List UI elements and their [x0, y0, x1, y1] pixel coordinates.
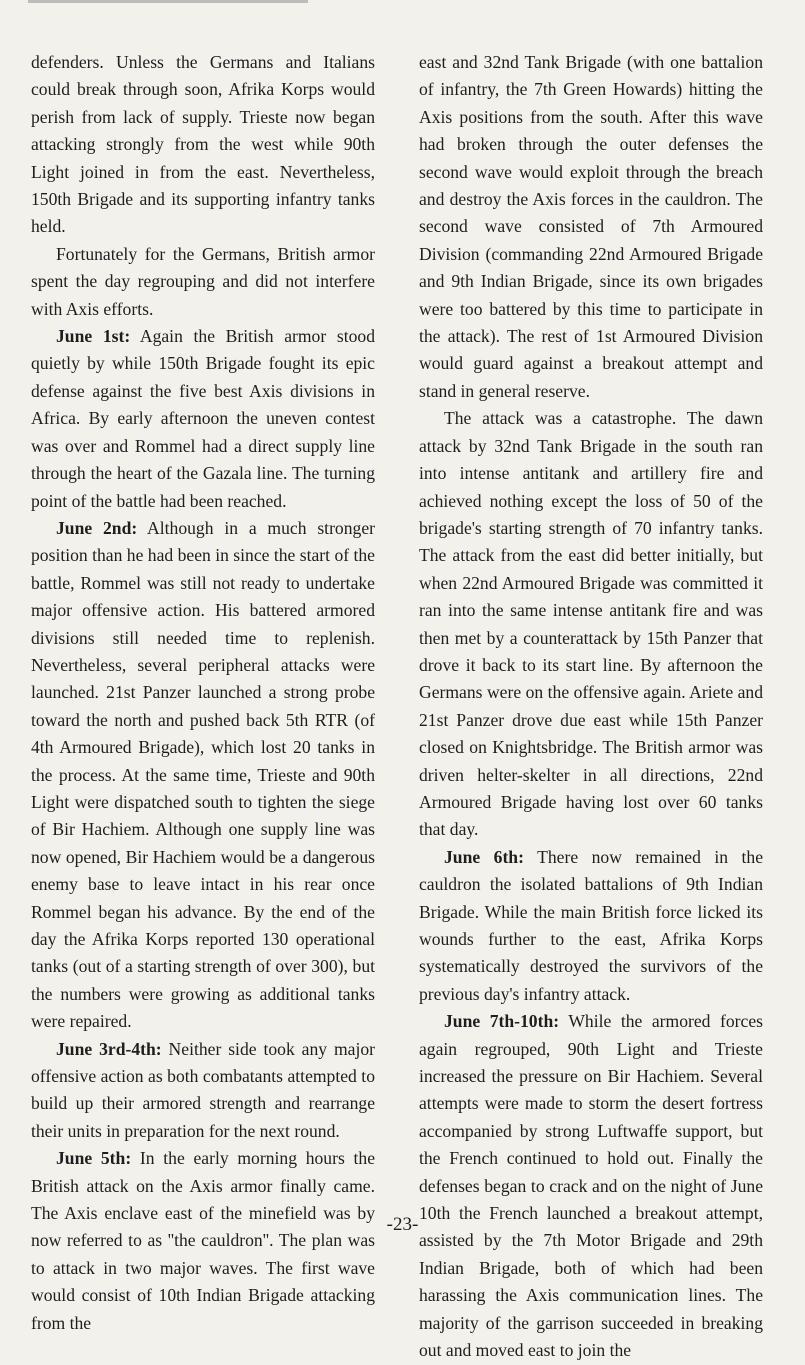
paragraph-text: Although in a much stronger position than he had been in since the start of the battle, Rommel was still not ready to undertake major offensive action. His battered armored divisions still needed time to replenish. Nevertheless, several peripheral attacks were launched. 21st Panzer launched a strong probe toward the north and pushed back 5th RTR (of 4th Armoured Brigade), which lost 20 tanks in the process. At the same time, Trieste and 90th Light were dispatched south to tighten the siege of Bir Hachiem. Although one supply line was now opened, Bir Hachiem would be a dangerous enemy base to leave intact in his rear once Rommel began his advance. By the end of the day the Afrika Korps reported 130 operational tanks (out of a starting strength of over 300), but the numbers were growing as additional tanks were repaired. — [31, 517, 375, 1032]
right-column — [419, 49, 763, 1365]
paragraph-text: While the armored forces again regrouped, 90th Light and Trieste increased the pressure on Bir Hachiem. Several attempts were made to storm the desert fortress accompanied by strong Luftwaffe support, but the French continued to hold out. Finally the defenses began to crack and on the night of June 10th the French launched a breakout attempt, assisted by the 7th Motor Brigade and 29th Indian Brigade, both of which had been harassing the Axis communication lines. The majority of the garrison succeeded in breaking out and moved east to join the — [419, 1011, 763, 1361]
paragraph — [419, 844, 763, 1008]
paragraph-text: The attack was a catastrophe. The dawn attack by 32nd Tank Brigade in the south ran into intense antitank and artillery fire and achieved nothing except the loss of 50 of the brigade's starting strength of 70 infantry tanks. The attack from the east did better initially, but when 22nd Armoured Brigade was committed it ran into the same intense antitank fire and was then met by a counterattack by 15th Panzer that drove it back to its start line. By afternoon the Germans were on the offensive again. Ariete and 21st Panzer drove due east while 15th Panzer closed on Knightsbridge. The British armor was driven helter-skelter in all directions, 22nd Armoured Brigade having lost over 60 tanks that day. — [419, 408, 763, 840]
paragraph-lead: June 3rd-4th: — [56, 1038, 162, 1059]
left-column — [31, 49, 375, 1337]
paragraph-lead: June 6th: — [444, 846, 524, 867]
paragraph-lead: June 2nd: — [56, 517, 138, 538]
paragraph-text: defenders. Unless the Germans and Italians could break through soon, Afrika Korps would perish from lack of supply. Trieste now began attacking strongly from the west while 90th Light joined in from the east. Nevertheless, 150th Brigade and its supporting infantry tanks held. — [31, 52, 375, 237]
paragraph-lead: June 1st: — [56, 326, 131, 347]
paragraph — [31, 1036, 375, 1146]
paragraph-text: There now remained in the cauldron the isolated battalions of 9th Indian Brigade. While the main British force licked its wounds further to the east, Afrika Korps systematically destroyed the survivors of the previous day's infantry attack. — [419, 846, 763, 1004]
paragraph — [31, 1145, 375, 1337]
paragraph — [31, 323, 375, 515]
top-rule-decoration — [28, 0, 308, 3]
paragraph-text: Again the British armor stood quietly by while 150th Brigade fought its epic defense against the five best Axis divisions in Africa. By early afternoon the uneven contest was over and Rommel had a direct supply line through the heart of the Gazala line. The turning point of the battle had been reached. — [31, 326, 375, 511]
paragraph-text: Fortunately for the Germans, British armor spent the day regrouping and did not interfere with Axis efforts. — [31, 243, 375, 319]
paragraph — [419, 1008, 763, 1364]
paragraph-text: east and 32nd Tank Brigade (with one battalion of infantry, the 7th Green Howards) hitting the Axis positions from the south. After this wave had broken through the outer defenses the second wave would exploit through the breach and destroy the Axis forces in the cauldron. The second wave consisted of 7th Armoured Division (commanding 22nd Armoured Brigade and 9th Indian Brigade, since its own brigades were too battered by this time to participate in the attack). The rest of 1st Armoured Division would guard against a breakout attempt and stand in general reserve. — [419, 52, 763, 401]
paragraph — [31, 49, 375, 241]
paragraph-text: In the early morning hours the British attack on the Axis armor finally came. The Axis enclave east of the minefield was by now referred to as ''the cauldron''. The plan was to attack in two major waves. The first wave would consist of 10th Indian Brigade attacking from the — [31, 1148, 376, 1333]
paragraph-lead: June 7th-10th: — [444, 1011, 560, 1032]
page-number: -23- — [386, 1214, 419, 1235]
paragraph-text: Neither side took any major offensive action as both combatants attempted to build up their armored strength and rearrange their units in preparation for the next round. — [31, 1038, 376, 1141]
paragraph — [31, 515, 375, 1036]
paragraph — [419, 49, 763, 405]
paragraph — [419, 405, 763, 844]
paragraph-lead: June 5th: — [56, 1148, 132, 1169]
paragraph — [31, 241, 375, 323]
